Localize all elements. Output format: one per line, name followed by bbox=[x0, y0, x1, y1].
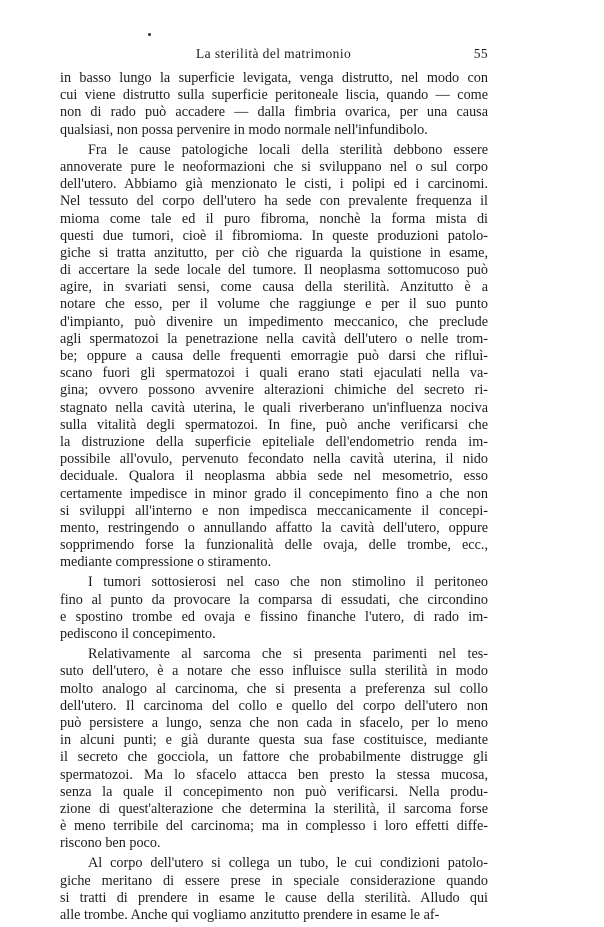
text-line: può persistere a lungo, senza che non cada in sfacelo, per lo meno bbox=[60, 714, 488, 731]
text-line: Relativamente al sarcoma che si presenta parimenti nel tes- bbox=[88, 646, 488, 663]
text-line: si tratti di prendere in esame le cause della sterilità. Alludo qui bbox=[60, 889, 488, 906]
paragraph bbox=[60, 855, 488, 924]
text-line: sopprimendo forse la funzionalità delle ovaja, delle trombe, ecc., bbox=[60, 537, 488, 554]
running-title: La sterilità del matrimonio bbox=[196, 46, 352, 61]
text-line: possibile all'ovulo, pervenuto fecondato nella cavità uterina, il nido bbox=[60, 451, 488, 468]
text-line: deciduale. Qualora il neoplasma abbia sede nel mesometrio, esso bbox=[60, 468, 488, 485]
text-line: certamente impedisce in minor grado il concepimento fino a che non bbox=[60, 485, 488, 502]
text-line: spermatozoi. Ma lo sfacelo attacca ben presto la stessa mucosa, bbox=[60, 766, 488, 783]
body-text bbox=[60, 70, 488, 927]
text-line: zione di quest'alterazione che determina la sterilità, il sarcoma forse bbox=[60, 800, 488, 817]
text-line: alle trombe. Anche qui vogliamo anzitutto prendere in esame le af- bbox=[60, 907, 440, 923]
text-line: cui viene distrutto sulla superficie peritoneale liscia, quando — come bbox=[60, 87, 488, 104]
text-line: è meno terribile del carcinoma; ma in complesso i loro effetti diffe- bbox=[60, 818, 488, 835]
text-line: giche si tratta anzitutto, per ciò che riguarda la quistione in esame, bbox=[60, 244, 488, 261]
text-line: suto dell'utero, è a notare che esso influisce sulla sterilità in modo bbox=[60, 663, 488, 680]
text-line: il secreto che gocciola, un fattore che probabilmente distrugge gli bbox=[60, 749, 488, 766]
page-header bbox=[60, 46, 488, 66]
text-line: stagnato nella cavità uterina, le quali riverberano un'influenza nociva bbox=[60, 399, 488, 416]
text-line: d'impianto, può divenire un impedimento meccanico, che preclude bbox=[60, 313, 488, 330]
text-line: dell'utero. Abbiamo già menzionato le cisti, i polipi ed i carcinomi. bbox=[60, 176, 488, 193]
text-line: in basso lungo la superficie levigata, venga distrutto, nel modo con bbox=[60, 70, 488, 86]
text-line: pediscono il concepimento. bbox=[60, 626, 216, 642]
text-line: I tumori sottosierosi nel caso che non stimolino il peritoneo bbox=[88, 574, 488, 591]
text-line: mento, restringendo o annullando affatto la cavità dell'utero, oppure bbox=[60, 519, 488, 536]
paragraph bbox=[60, 70, 488, 139]
text-line: di accertare la sede locale del tumore. Il neoplasma sottomucoso può bbox=[60, 262, 488, 279]
text-line: agli spermatozoi la penetrazione nella cavità dell'utero o nelle trom- bbox=[60, 330, 488, 347]
text-line: non di rado può accadere — dalla fimbria ovarica, per una causa bbox=[60, 104, 488, 121]
text-line: gina; ovvero possono avvenire alterazioni chimiche del secreto ri- bbox=[60, 382, 488, 399]
text-line: senza la quale il concepimento non può verificarsi. Nella produ- bbox=[60, 783, 488, 800]
text-line: riscono ben poco. bbox=[60, 835, 161, 852]
ink-speck bbox=[148, 33, 151, 36]
text-line: agire, in svariati sensi, come causa della sterilità. Anzitutto è a bbox=[60, 279, 488, 296]
paragraph bbox=[60, 142, 488, 572]
text-line: qualsiasi, non possa pervenire in modo normale nell'infundibolo. bbox=[60, 121, 428, 138]
text-line: giche meritano di essere prese in speciale considerazione quando bbox=[60, 872, 488, 889]
text-line: Fra le cause patologiche locali della sterilità debbono essere bbox=[88, 141, 488, 158]
text-line: Nel tessuto del corpo dell'utero ha sede con prevalente frequenza il bbox=[60, 193, 488, 210]
page-number: 55 bbox=[473, 46, 488, 61]
text-line: molto analogo al carcinoma, che si presenta a preferenza sul collo bbox=[60, 680, 488, 697]
text-line: be; oppure a causa delle frequenti emorragie può darsi che rifluì- bbox=[60, 348, 488, 364]
text-line: notare che esso, per il volume che raggiunge e per il suo punto bbox=[60, 296, 488, 313]
text-line: la distruzione della superficie epiteliale dell'endometrio renda im- bbox=[60, 433, 488, 450]
text-line: mioma come tale ed il puro fibroma, nonchè la forma mista di bbox=[60, 210, 488, 227]
text-line: sulla vitalità degli spermatozoi. In fine, può anche verificarsi che bbox=[60, 416, 488, 433]
text-line: fino al punto da provocare la comparsa di essudati, che circondino bbox=[60, 591, 488, 608]
text-line: questi due tumori, cioè il fibromioma. In queste produzioni patolo- bbox=[60, 227, 488, 244]
text-line: scano fuori gli spermatozoi i quali erano stati ejaculati nella va- bbox=[60, 365, 488, 382]
text-line: Al corpo dell'utero si collega un tubo, le cui condizioni patolo- bbox=[88, 855, 488, 872]
text-line: dell'utero. Il carcinoma del collo e quello del corpo dell'utero non bbox=[60, 697, 488, 714]
text-line: annoverate pure le neoformazioni che si sviluppano nel o sul corpo bbox=[60, 158, 488, 175]
paragraph bbox=[60, 574, 488, 643]
paragraph bbox=[60, 646, 488, 852]
text-line: e spostino trombe ed ovaja e fissino finanche l'utero, di rado im- bbox=[60, 608, 488, 625]
text-line: mediante compressione o stiramento. bbox=[60, 554, 272, 571]
text-line: si sviluppi all'interno e non impedisca meccanicamente il concepi- bbox=[60, 502, 488, 519]
text-line: in alcuni punti; e già durante questa sua fase costituisce, mediante bbox=[60, 732, 488, 749]
